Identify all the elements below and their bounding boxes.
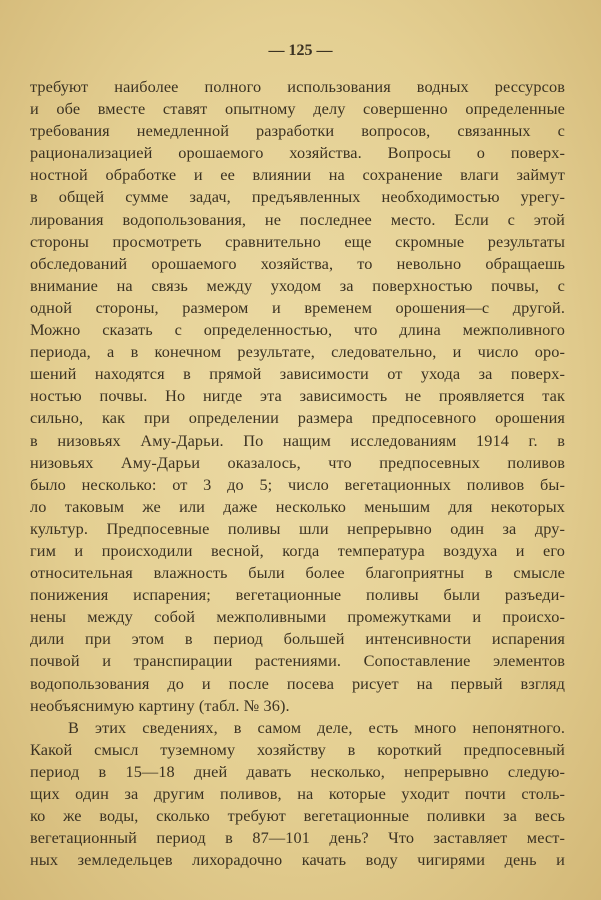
text-line: В этих сведениях, в самом деле, есть много непонятного. bbox=[68, 717, 565, 737]
text-line: стороны просмотреть сравнительно еще скромные результаты bbox=[30, 231, 565, 251]
text-line: лирования водопользования, не последнее место. Если с этой bbox=[30, 209, 565, 229]
text-line: гим и происходили весной, когда температура воздуха и его bbox=[30, 540, 565, 560]
text-line: сильно, как при определении размера предпосевного орошения bbox=[30, 408, 565, 428]
text-line: вегетационный период в 87—101 день? Что заставляет мест- bbox=[30, 828, 565, 848]
text-line: нены между собой межполивными промежутками и происхо- bbox=[30, 607, 565, 627]
text-line: и обе вместе ставят опытному делу совершенно определенные bbox=[30, 99, 565, 119]
text-line: низовьях Аму-Дарьи оказалось, что предпосевных поливов bbox=[30, 452, 565, 472]
page-number: — 125 — bbox=[268, 42, 333, 59]
text-line: требования немедленной разработки вопросов, связанных с bbox=[30, 121, 565, 141]
text-line: было несколько: от 3 до 5; число вегетационных поливов бы- bbox=[30, 474, 565, 494]
text-line: в низовьях Аму-Дарьи. По нащим исследованиям 1914 г. в bbox=[30, 430, 565, 450]
text-line: необъяснимую картину (табл. № 36). bbox=[30, 695, 290, 715]
text-line: Можно сказать с определенностью, что длина межполивного bbox=[30, 320, 565, 340]
text-line: водопользования до и после посева рисует на первый взгляд bbox=[30, 673, 565, 693]
text-line: дили при этом в период большей интенсивности испарения bbox=[30, 629, 565, 649]
text-line: культур. Предпосевные поливы шли непрерывно один за дру- bbox=[30, 518, 565, 538]
text-line: понижения испарения; вегетационные поливы были разъеди- bbox=[30, 585, 565, 605]
text-line: одной стороны, размером и временем орошения—с другой. bbox=[30, 297, 565, 317]
text-line: шений находятся в прямой зависимости от ухода за поверх- bbox=[30, 364, 565, 384]
text-line: требуют наиболее полного использования водных рессурсов bbox=[30, 77, 565, 96]
text-line: в общей сумме задач, предъявленных необходимостью урегу- bbox=[30, 187, 565, 207]
text-line: ностью почвы. Но нигде эта зависимость не проявляется так bbox=[30, 386, 565, 406]
text-line: рационализацией орошаемого хозяйства. Вопросы о поверх- bbox=[30, 143, 565, 163]
text-line: Какой смысл туземному хозяйству в короткий предпосевный bbox=[30, 739, 565, 759]
text-line: период в 15—18 дней давать несколько, непрерывно следую- bbox=[30, 761, 565, 781]
paragraph bbox=[30, 717, 565, 872]
paragraph bbox=[30, 76, 565, 717]
text-line: щих один за другим поливов, на которые уходит почти столь- bbox=[30, 784, 565, 803]
text-line: обследований орошаемого хозяйства, то невольно обращаешь bbox=[30, 253, 565, 273]
text-line: ных земледельцев лихорадочно качать воду чигирями день и bbox=[30, 850, 565, 870]
text-line: относительная влажность были более благоприятны в смысле bbox=[30, 563, 565, 583]
text-line: периода, а в конечном результате, следовательно, и число оро- bbox=[30, 342, 565, 362]
text-line: ло таковым же или даже несколько меньшим для некоторых bbox=[30, 496, 565, 516]
body-text bbox=[30, 76, 565, 871]
text-line: ко же воды, сколько требуют вегетационные поливки за весь bbox=[30, 806, 565, 826]
text-line: почвой и транспирации растениями. Сопоставление элементов bbox=[30, 651, 565, 671]
text-line: ностной обработке и ее влиянии на сохранение влаги займут bbox=[30, 165, 565, 185]
text-line: внимание на связь между уходом за поверхностью почвы, с bbox=[30, 275, 565, 295]
